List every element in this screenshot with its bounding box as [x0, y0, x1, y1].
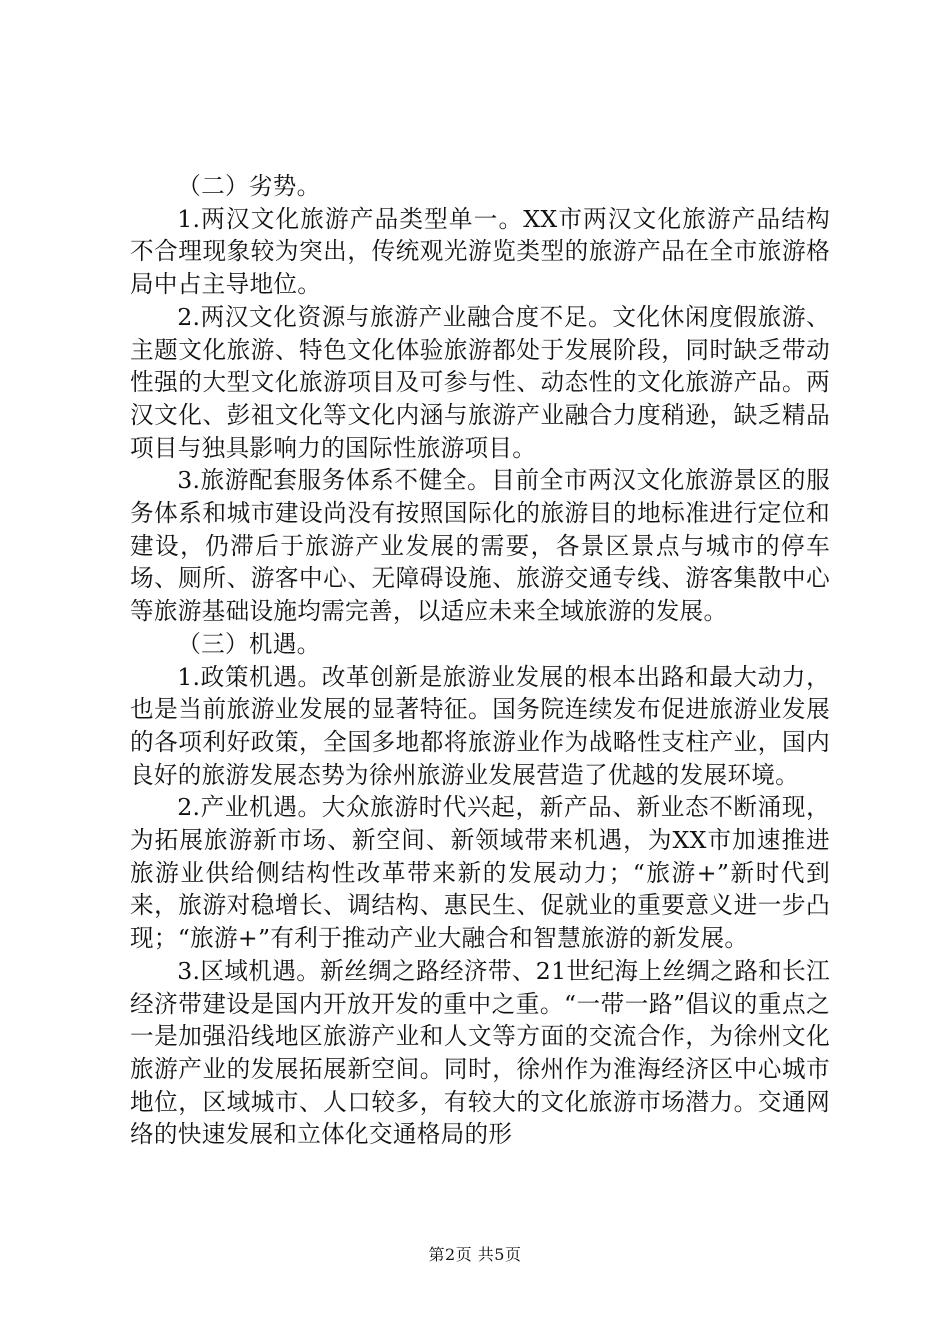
paragraph-weakness-3: 3.旅游配套服务体系不健全。目前全市两汉文化旅游景区的服务体系和城市建设尚没有按照国际化的旅游目的地标准进行定位和建设，仍滞后于旅游产业发展的需要，各景区景点与城市的停车场、厕所、游客中心、无障碍设施、旅游交通专线、游客集散中心等旅游基础设施均需完善，以适应未来全域旅游的发展。 — [130, 466, 830, 626]
paragraph-opportunity-3: 3.区域机遇。新丝绸之路经济带、21世纪海上丝绸之路和长江经济带建设是国内开放开发的重中之重。“一带一路”倡议的重点之一是加强沿线地区旅游产业和人文等方面的交流合作，为徐州文化旅游产业的发展拓展新空间。同时，徐州作为淮海经济区中心城市地位，区域城市、人口较多，有较大的文化旅游市场潜力。交通网络的快速发展和立体化交通格局的形 — [130, 956, 830, 1149]
section-heading-weakness: （二）劣势。 — [177, 172, 321, 200]
paragraph-opportunity-2: 2.产业机遇。大众旅游时代兴起，新产品、新业态不断涌现，为拓展旅游新市场、新空间、新领域带来机遇，为XX市加速推进旅游业供给侧结构性改革带来新的发展动力；“旅游+”新时代到来，旅游对稳增长、调结构、惠民生、促就业的重要意义进一步凸现；“旅游+”有利于推动产业大融合和智慧旅游的新发展。 — [130, 793, 830, 953]
section-heading-opportunity: （三）机遇。 — [177, 629, 321, 658]
document-body — [130, 170, 830, 1151]
paragraph-weakness-2: 2.两汉文化资源与旅游产业融合度不足。文化休闲度假旅游、主题文化旅游、特色文化体验旅游都处于发展阶段，同时缺乏带动性强的大型文化旅游项目及可参与性、动态性的文化旅游产品。两汉文化、彭祖文化等文化内涵与旅游产业融合力度稍逊，缺乏精品项目与独具影响力的国际性旅游项目。 — [130, 302, 830, 462]
paragraph-weakness-1: 1.两汉文化旅游产品类型单一。XX市两汉文化旅游产品结构不合理现象较为突出，传统观光游览类型的旅游产品在全市旅游格局中占主导地位。 — [130, 204, 830, 299]
paragraph-opportunity-1: 1.政策机遇。改革创新是旅游业发展的根本出路和最大动力，也是当前旅游业发展的显著特征。国务院连续发布促进旅游业发展的各项利好政策，全国多地都将旅游业作为战略性支柱产业，国内良好的旅游发展态势为徐州旅游业发展营造了优越的发展环境。 — [130, 662, 830, 789]
page-number-footer: 第2页 共5页 — [428, 1245, 522, 1264]
